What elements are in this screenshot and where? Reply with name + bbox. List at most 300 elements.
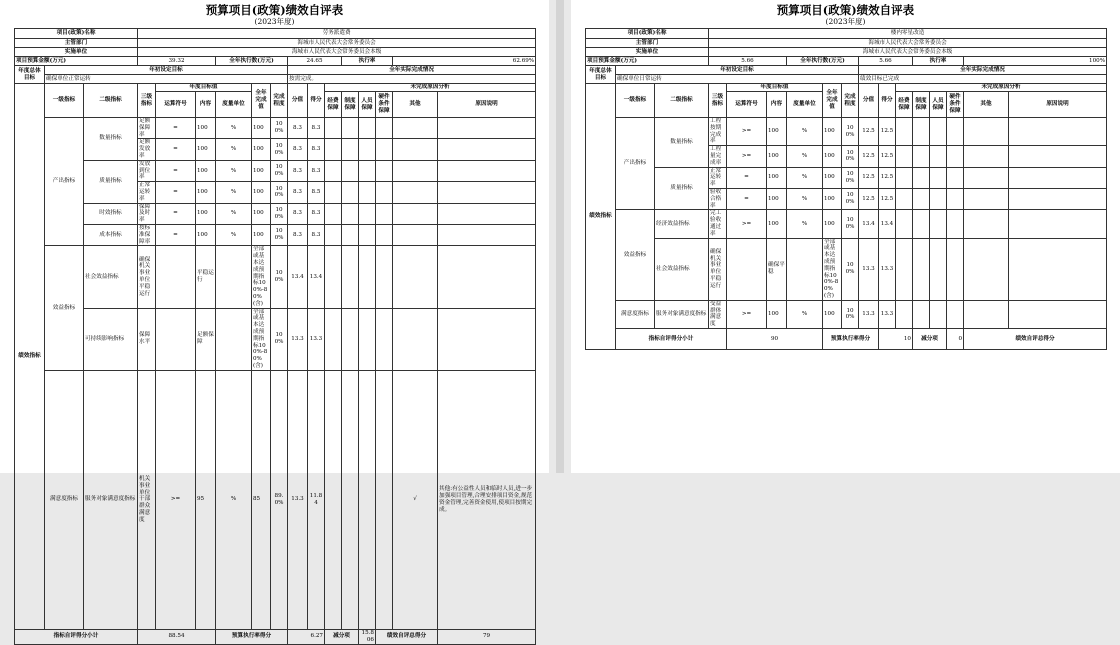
rate-score-value: 10 xyxy=(879,328,913,349)
op-header: 运算符号 xyxy=(727,92,767,118)
reason-other-header: 其他 xyxy=(393,92,438,118)
score-cell: 13.3 xyxy=(879,300,896,328)
score-cell: 12.5 xyxy=(879,146,896,167)
content-cell: 足额保障 xyxy=(196,308,216,370)
reason-hardware-header: 硬件条件保障 xyxy=(947,92,964,118)
unit-cell: % xyxy=(216,224,252,245)
empty-cell xyxy=(913,238,930,300)
empty-cell xyxy=(913,210,930,238)
measure-header: 度量单位 xyxy=(216,92,252,118)
empty-cell xyxy=(325,308,342,370)
subtotal-value: 88.54 xyxy=(138,629,216,644)
content-header: 内容 xyxy=(767,92,787,118)
content-cell: 95 xyxy=(196,370,216,629)
score-value-header: 分值 xyxy=(859,84,879,118)
sheet-subtitle: (2023年度) xyxy=(254,17,295,26)
lvl2-cell: 数量指标 xyxy=(84,118,138,161)
lvl2-header: 二级指标 xyxy=(84,84,138,118)
summary-row xyxy=(15,629,536,644)
sheet-title: 预算项目(政策)绩效自评表 xyxy=(776,3,915,17)
done-cell: 全部或基本达成预期指标100%-80%(含) xyxy=(252,246,271,308)
degree-cell: 89.0% xyxy=(271,370,288,629)
dept-value: 海城市人民代表大会常务委员会 xyxy=(709,39,1107,48)
score-header: 得分 xyxy=(879,84,896,118)
exec-amount-value: 5.66 xyxy=(859,57,913,66)
empty-cell xyxy=(325,370,342,629)
empty-cell xyxy=(393,308,438,370)
score-cell: 8.3 xyxy=(308,203,325,224)
table-row xyxy=(15,246,536,308)
empty-cell xyxy=(930,210,947,238)
content-cell: 100 xyxy=(196,182,216,203)
lvl2-cell: 社会效益指标 xyxy=(655,238,709,300)
annual-goal-label: 年初设定目标 xyxy=(616,66,859,75)
degree-cell: 100% xyxy=(842,238,859,300)
reason-hardware-header: 硬件条件保障 xyxy=(376,92,393,118)
done-cell: 全部或基本达成预期指标100%-80%(含) xyxy=(823,238,842,300)
reason-fund-header: 经费保障 xyxy=(325,92,342,118)
table-row xyxy=(586,210,1107,238)
subtotal-value: 90 xyxy=(727,328,823,349)
empty-cell xyxy=(393,139,438,160)
project-name-value: 楼内零星改造 xyxy=(709,29,1107,39)
lvl3-cell: 受益群体满意度 xyxy=(709,300,727,328)
annual-goal-value: 确保单位正常运转 xyxy=(45,75,288,84)
actual-label: 全年实际完成情况 xyxy=(288,66,536,75)
op-cell: = xyxy=(156,139,196,160)
empty-cell xyxy=(376,139,393,160)
perf-label: 绩效指标 xyxy=(15,84,45,630)
empty-cell xyxy=(947,210,964,238)
sheet-title: 预算项目(政策)绩效自评表 xyxy=(205,3,344,17)
empty-cell xyxy=(325,182,342,203)
empty-cell xyxy=(359,203,376,224)
deduct-label: 减分项 xyxy=(325,629,359,644)
degree-cell: 100% xyxy=(842,210,859,238)
degree-cell: 100% xyxy=(842,188,859,209)
empty-cell xyxy=(342,224,359,245)
exec-rate-label: 执行率 xyxy=(913,57,964,66)
empty-cell xyxy=(342,118,359,139)
empty-cell xyxy=(393,203,438,224)
table-row xyxy=(15,224,536,245)
table-row xyxy=(15,308,536,370)
degree-cell: 100% xyxy=(271,182,288,203)
done-cell: 100 xyxy=(252,160,271,181)
unit-cell: % xyxy=(787,118,823,146)
done-cell: 100 xyxy=(252,118,271,139)
empty-cell xyxy=(359,160,376,181)
budget-value: 5.66 xyxy=(709,57,787,66)
empty-cell xyxy=(913,167,930,188)
lvl3-cell: 足额发放率 xyxy=(138,139,156,160)
empty-cell xyxy=(930,146,947,167)
unit-cell: % xyxy=(787,188,823,209)
unit-cell: % xyxy=(787,167,823,188)
empty-cell xyxy=(376,118,393,139)
value-cell: 8.3 xyxy=(288,160,308,181)
annual-goal-value: 确保单位日常运转 xyxy=(616,75,859,84)
exec-amount-label: 全年执行数(万元) xyxy=(216,57,288,66)
empty-cell xyxy=(913,300,930,328)
empty-cell xyxy=(964,300,1009,328)
goal-label-line1: 年度总体 xyxy=(589,67,612,74)
op-cell: = xyxy=(156,160,196,181)
empty-cell xyxy=(393,182,438,203)
unit-value: 海城市人民代表大会常务委员会本级 xyxy=(709,48,1107,57)
empty-cell xyxy=(930,118,947,146)
unit-cell: % xyxy=(787,210,823,238)
empty-cell xyxy=(913,188,930,209)
reason-note-header: 原因说明 xyxy=(1009,92,1107,118)
empty-cell xyxy=(930,238,947,300)
empty-cell xyxy=(438,139,536,160)
perf-label: 绩效指标 xyxy=(586,84,616,350)
reason-note-header: 原因说明 xyxy=(438,92,536,118)
op-header: 运算符号 xyxy=(156,92,196,118)
value-cell: 13.3 xyxy=(288,370,308,629)
evaluation-table xyxy=(14,28,536,645)
lvl2-cell: 数量指标 xyxy=(655,118,709,168)
score-cell: 8.3 xyxy=(308,160,325,181)
score-cell: 8.3 xyxy=(308,139,325,160)
lvl2-cell: 质量指标 xyxy=(84,160,138,203)
empty-cell xyxy=(438,224,536,245)
target-group-header: 年度目标值 xyxy=(156,84,252,92)
value-cell: 13.4 xyxy=(859,210,879,238)
op-cell: >= xyxy=(727,146,767,167)
unit-cell: % xyxy=(216,118,252,139)
score-cell: 13.4 xyxy=(879,210,896,238)
empty-cell xyxy=(1009,210,1107,238)
op-cell: >= xyxy=(156,370,196,629)
exec-rate-label: 执行率 xyxy=(342,57,393,66)
unit-cell: % xyxy=(216,203,252,224)
deduct-value: 15.806 xyxy=(359,629,376,644)
unit-label: 实施单位 xyxy=(586,48,709,57)
actual-value: 按需完成。 xyxy=(288,75,536,84)
done-cell: 100 xyxy=(823,210,842,238)
score-cell: 8.3 xyxy=(308,118,325,139)
empty-cell xyxy=(342,370,359,629)
content-cell: 平稳运行 xyxy=(196,246,216,308)
content-cell: 100 xyxy=(196,203,216,224)
lvl1-header: 一级指标 xyxy=(616,84,655,118)
empty-cell xyxy=(964,146,1009,167)
degree-cell: 100% xyxy=(842,300,859,328)
empty-cell xyxy=(393,246,438,308)
score-cell: 12.5 xyxy=(879,167,896,188)
op-cell: >= xyxy=(727,300,767,328)
empty-cell xyxy=(964,118,1009,146)
empty-cell xyxy=(896,238,913,300)
lvl1-header: 一级指标 xyxy=(45,84,84,118)
target-group-header: 年度目标值 xyxy=(727,84,823,92)
lvl3-cell: 确保机关事业单位平稳运行 xyxy=(138,246,156,308)
op-cell: = xyxy=(156,203,196,224)
lvl3-cell: 足额保障率 xyxy=(138,118,156,139)
score-cell: 12.5 xyxy=(879,118,896,146)
lvl3-cell: 保障水平 xyxy=(138,308,156,370)
empty-cell xyxy=(376,203,393,224)
goal-label xyxy=(15,66,45,84)
lvl3-cell: 正常运转率 xyxy=(709,167,727,188)
score-value-header: 分值 xyxy=(288,84,308,118)
unit-cell: % xyxy=(216,160,252,181)
done-cell: 100 xyxy=(252,224,271,245)
empty-cell xyxy=(376,182,393,203)
unit-cell xyxy=(216,246,252,308)
project-name-value: 劳务派遣费 xyxy=(138,29,536,39)
table-row xyxy=(15,203,536,224)
empty-cell xyxy=(342,160,359,181)
unit-cell: % xyxy=(216,139,252,160)
empty-cell xyxy=(896,300,913,328)
left-evaluation-sheet xyxy=(0,0,549,643)
exec-rate-value: 62.69% xyxy=(393,57,536,66)
benefit-label: 效益指标 xyxy=(616,210,655,300)
op-cell: = xyxy=(727,167,767,188)
empty-cell xyxy=(930,188,947,209)
value-cell: 13.3 xyxy=(859,238,879,300)
degree-cell: 100% xyxy=(271,203,288,224)
right-evaluation-sheet xyxy=(571,0,1120,473)
degree-cell: 100% xyxy=(271,308,288,370)
value-cell: 12.5 xyxy=(859,167,879,188)
empty-cell xyxy=(930,300,947,328)
reason-system-header: 制度保障 xyxy=(913,92,930,118)
content-cell: 100 xyxy=(196,139,216,160)
table-row xyxy=(15,118,536,139)
score-cell: 8.3 xyxy=(308,224,325,245)
dept-label: 主管部门 xyxy=(15,39,138,48)
empty-cell xyxy=(325,246,342,308)
goal-label-line2: 目标 xyxy=(594,74,607,81)
value-cell: 8.3 xyxy=(288,203,308,224)
empty-cell xyxy=(376,160,393,181)
exec-rate-value: 100% xyxy=(964,57,1107,66)
rate-score-label: 预算执行率得分 xyxy=(216,629,288,644)
empty-cell xyxy=(325,224,342,245)
empty-cell xyxy=(896,146,913,167)
content-cell: 100 xyxy=(767,210,787,238)
op-cell: >= xyxy=(727,118,767,146)
sheet-subtitle: (2023年度) xyxy=(825,17,866,26)
score-cell: 11.84 xyxy=(308,370,325,629)
total-label: 绩效自评总得分 xyxy=(964,328,1107,349)
empty-cell xyxy=(1009,188,1107,209)
table-row xyxy=(586,118,1107,146)
table-row xyxy=(586,167,1107,188)
unit-cell xyxy=(216,308,252,370)
reason-staff-header: 人员保障 xyxy=(359,92,376,118)
table-row xyxy=(15,370,536,629)
degree-cell: 100% xyxy=(271,224,288,245)
op-cell xyxy=(727,238,767,300)
empty-cell xyxy=(359,246,376,308)
value-cell: 13.3 xyxy=(288,308,308,370)
exec-amount-value: 24.65 xyxy=(288,57,342,66)
reasons-group-header: 未完成原因分析 xyxy=(896,84,1107,92)
satisfaction-label: 满意度指标 xyxy=(616,300,655,328)
value-cell: 12.5 xyxy=(859,118,879,146)
table-row xyxy=(586,238,1107,300)
content-cell: 100 xyxy=(767,188,787,209)
empty-cell xyxy=(913,118,930,146)
empty-cell xyxy=(393,224,438,245)
reason-system-header: 制度保障 xyxy=(342,92,359,118)
measure-header: 度量单位 xyxy=(787,92,823,118)
empty-cell xyxy=(438,246,536,308)
done-cell: 100 xyxy=(823,118,842,146)
empty-cell xyxy=(1009,300,1107,328)
actual-label: 全年实际完成情况 xyxy=(859,66,1107,75)
op-cell: = xyxy=(156,224,196,245)
value-cell: 8.3 xyxy=(288,224,308,245)
annual-goal-label: 年初设定目标 xyxy=(45,66,288,75)
lvl2-cell: 服务对象满意度指标 xyxy=(655,300,709,328)
year-done-header: 全年完成值 xyxy=(823,84,842,118)
evaluation-table xyxy=(585,28,1107,350)
value-cell: 8.3 xyxy=(288,182,308,203)
empty-cell xyxy=(325,203,342,224)
empty-cell xyxy=(359,370,376,629)
done-cell: 85 xyxy=(252,370,271,629)
empty-cell xyxy=(342,308,359,370)
op-cell: = xyxy=(156,118,196,139)
content-cell: 确保平稳 xyxy=(767,238,787,300)
reason-other-header: 其他 xyxy=(964,92,1009,118)
lvl3-cell: 确保机关事业单位平稳运行 xyxy=(709,238,727,300)
empty-cell xyxy=(325,118,342,139)
reason-staff-header: 人员保障 xyxy=(930,92,947,118)
empty-cell xyxy=(376,224,393,245)
empty-cell xyxy=(947,146,964,167)
dept-label: 主管部门 xyxy=(586,39,709,48)
empty-cell xyxy=(947,118,964,146)
satisfaction-label: 满意度指标 xyxy=(45,370,84,629)
unit-cell: % xyxy=(787,146,823,167)
content-cell: 100 xyxy=(196,160,216,181)
empty-cell xyxy=(438,203,536,224)
unit-cell: % xyxy=(216,370,252,629)
output-label: 产出指标 xyxy=(616,118,655,210)
degree-cell: 100% xyxy=(271,118,288,139)
degree-cell: 100% xyxy=(842,118,859,146)
empty-cell xyxy=(376,370,393,629)
op-cell xyxy=(156,308,196,370)
value-cell: 13.4 xyxy=(288,246,308,308)
project-name-label: 项目(政策)名称 xyxy=(586,29,709,39)
empty-cell xyxy=(964,188,1009,209)
lvl2-cell: 服务对象满意度指标 xyxy=(84,370,138,629)
value-cell: 12.5 xyxy=(859,146,879,167)
empty-cell xyxy=(342,203,359,224)
lvl2-cell: 经济效益指标 xyxy=(655,210,709,238)
empty-cell xyxy=(896,167,913,188)
lvl3-cell: 工程量完成率 xyxy=(709,146,727,167)
unit-cell xyxy=(787,238,823,300)
empty-cell xyxy=(930,167,947,188)
empty-cell xyxy=(896,210,913,238)
empty-cell xyxy=(1009,146,1107,167)
goal-label-line1: 年度总体 xyxy=(18,67,41,74)
lvl3-header: 三级指标 xyxy=(709,84,727,118)
content-header: 内容 xyxy=(196,92,216,118)
done-cell: 100 xyxy=(252,203,271,224)
subtotal-label: 指标自评得分小计 xyxy=(616,328,727,349)
check-mark: √ xyxy=(393,370,438,629)
empty-cell xyxy=(376,308,393,370)
empty-cell xyxy=(359,118,376,139)
score-cell: 12.5 xyxy=(879,188,896,209)
content-cell: 100 xyxy=(767,167,787,188)
lvl3-cell: 正常运转率 xyxy=(138,182,156,203)
empty-cell xyxy=(947,300,964,328)
value-cell: 12.5 xyxy=(859,188,879,209)
total-label: 绩效自评总得分 xyxy=(376,629,438,644)
score-cell: 13.4 xyxy=(308,246,325,308)
degree-cell: 100% xyxy=(271,160,288,181)
empty-cell xyxy=(964,167,1009,188)
lvl3-header: 三级指标 xyxy=(138,84,156,118)
content-cell: 100 xyxy=(196,224,216,245)
empty-cell xyxy=(325,139,342,160)
empty-cell xyxy=(359,182,376,203)
done-cell: 100 xyxy=(823,167,842,188)
budget-label: 项目预算金额(万元) xyxy=(15,57,138,66)
score-cell: 8.5 xyxy=(308,182,325,203)
lvl3-cell: 保障及时率 xyxy=(138,203,156,224)
empty-cell xyxy=(964,238,1009,300)
value-cell: 8.3 xyxy=(288,139,308,160)
budget-value: 39.32 xyxy=(138,57,216,66)
empty-cell xyxy=(438,160,536,181)
value-cell: 8.3 xyxy=(288,118,308,139)
rate-score-value: 6.27 xyxy=(288,629,325,644)
done-cell: 全部或基本达成预期指标100%-80%(含) xyxy=(252,308,271,370)
op-cell xyxy=(156,246,196,308)
content-cell: 100 xyxy=(767,146,787,167)
empty-cell xyxy=(964,210,1009,238)
empty-cell xyxy=(342,246,359,308)
page-divider xyxy=(556,0,564,473)
project-name-label: 项目(政策)名称 xyxy=(15,29,138,39)
lvl2-cell: 社会效益指标 xyxy=(84,246,138,308)
exec-amount-label: 全年执行数(万元) xyxy=(787,57,859,66)
empty-cell xyxy=(896,118,913,146)
total-value: 79 xyxy=(438,629,536,644)
lvl3-cell: 机关事业单位干部群众满意度 xyxy=(138,370,156,629)
empty-cell xyxy=(438,182,536,203)
op-cell: = xyxy=(156,182,196,203)
degree-header: 完成程度 xyxy=(271,84,288,118)
empty-cell xyxy=(393,118,438,139)
lvl2-cell: 质量指标 xyxy=(655,167,709,210)
year-done-header: 全年完成值 xyxy=(252,84,271,118)
content-cell: 100 xyxy=(767,300,787,328)
empty-cell xyxy=(1009,167,1107,188)
done-cell: 100 xyxy=(823,146,842,167)
empty-cell xyxy=(1009,118,1107,146)
empty-cell xyxy=(438,308,536,370)
content-cell: 100 xyxy=(196,118,216,139)
actual-value: 绩效目标已完成 xyxy=(859,75,1107,84)
subtotal-label: 指标自评得分小计 xyxy=(15,629,138,644)
goal-label xyxy=(586,66,616,84)
empty-cell xyxy=(896,188,913,209)
dept-value: 海城市人民代表大会常务委员会 xyxy=(138,39,536,48)
